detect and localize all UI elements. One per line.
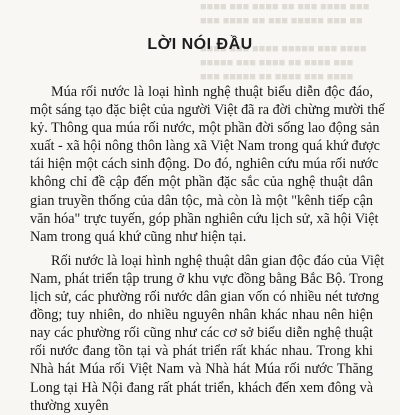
text-line: đồng; tuy nhiên, do nhiều nguyên nhân khác nhau nên hiện	[30, 307, 373, 324]
text-line: thường xuyên	[30, 397, 109, 414]
text-line: Nam trong quá khứ cũng như hiện tại.	[30, 228, 247, 245]
page-title: LỜI NÓI ĐẦU	[147, 36, 253, 53]
text-line: không chỉ đề cập đến một phần đặc sắc của nghệ thuật dân	[30, 174, 373, 191]
text-line: xuất - xã hội nông thôn làng xã Việt Nam trong quá khứ được	[30, 138, 380, 155]
text-line: văn hóa" trực tuyến, góp phần nghiên cứu lịch sử, xã hội Việt	[30, 210, 379, 227]
bleed-through-text: ■■■ ■■■■ ■■■ ■■ ■■■■ ■■■ ■■■■ ■■ ■■■ ■■■■■ ■■■ ■■ ■■■■ ■■■ ■■■■ ■■■ ■■■■■ ■■■■ ■■■ ■■■■ ■■■ ■■■■ ■■ ■■■■ ■■■ ■■■■■ ■■■■ ■■■ ■■■■ ■■ ■■■■■ ■■■	[200, 1, 370, 83]
text-line: lịch sử, các phường rối nước dân gian vốn có nhiều nét tương	[30, 289, 380, 306]
body-text	[30, 83, 385, 415]
text-line: kỷ. Thông qua múa rối nước, một phần đời sống lao động sản	[30, 120, 380, 137]
text-line: Rối nước là loại hình nghệ thuật dân gian độc đáo của Việt	[51, 252, 385, 269]
text-line: một sáng tạo đặc biệt của người Việt đã ra đời chừng mười thế	[30, 102, 385, 119]
text-line: Múa rối nước là loại hình nghệ thuật biểu diễn độc đáo,	[51, 84, 373, 100]
text-line: Long tại Hà Nội đang rất phát triển, khách đến xem đông và	[30, 379, 373, 396]
paragraph-1	[30, 83, 385, 246]
text-line: tái hiện một cách sinh động. Do đó, nghiên cứu múa rối nước	[30, 156, 379, 173]
text-line: nay các phường rối cũng như các cơ sở biểu diễn nghệ thuật	[30, 325, 373, 342]
paragraph-2	[30, 252, 385, 415]
text-line: rối nước đang tồn tại và phát triển rất khác nhau. Trong khi	[30, 343, 373, 360]
text-line: Nhà hát Múa rối Việt Nam và Nhà hát Múa rối nước Thăng	[30, 361, 373, 378]
text-line: gian truyền thống của dân tộc, mà còn là một "kênh tiếp cận	[30, 192, 373, 209]
text-line: Nam, phát triển tập trung ở khu vực đồng bằng Bắc Bộ. Trong	[30, 270, 384, 287]
